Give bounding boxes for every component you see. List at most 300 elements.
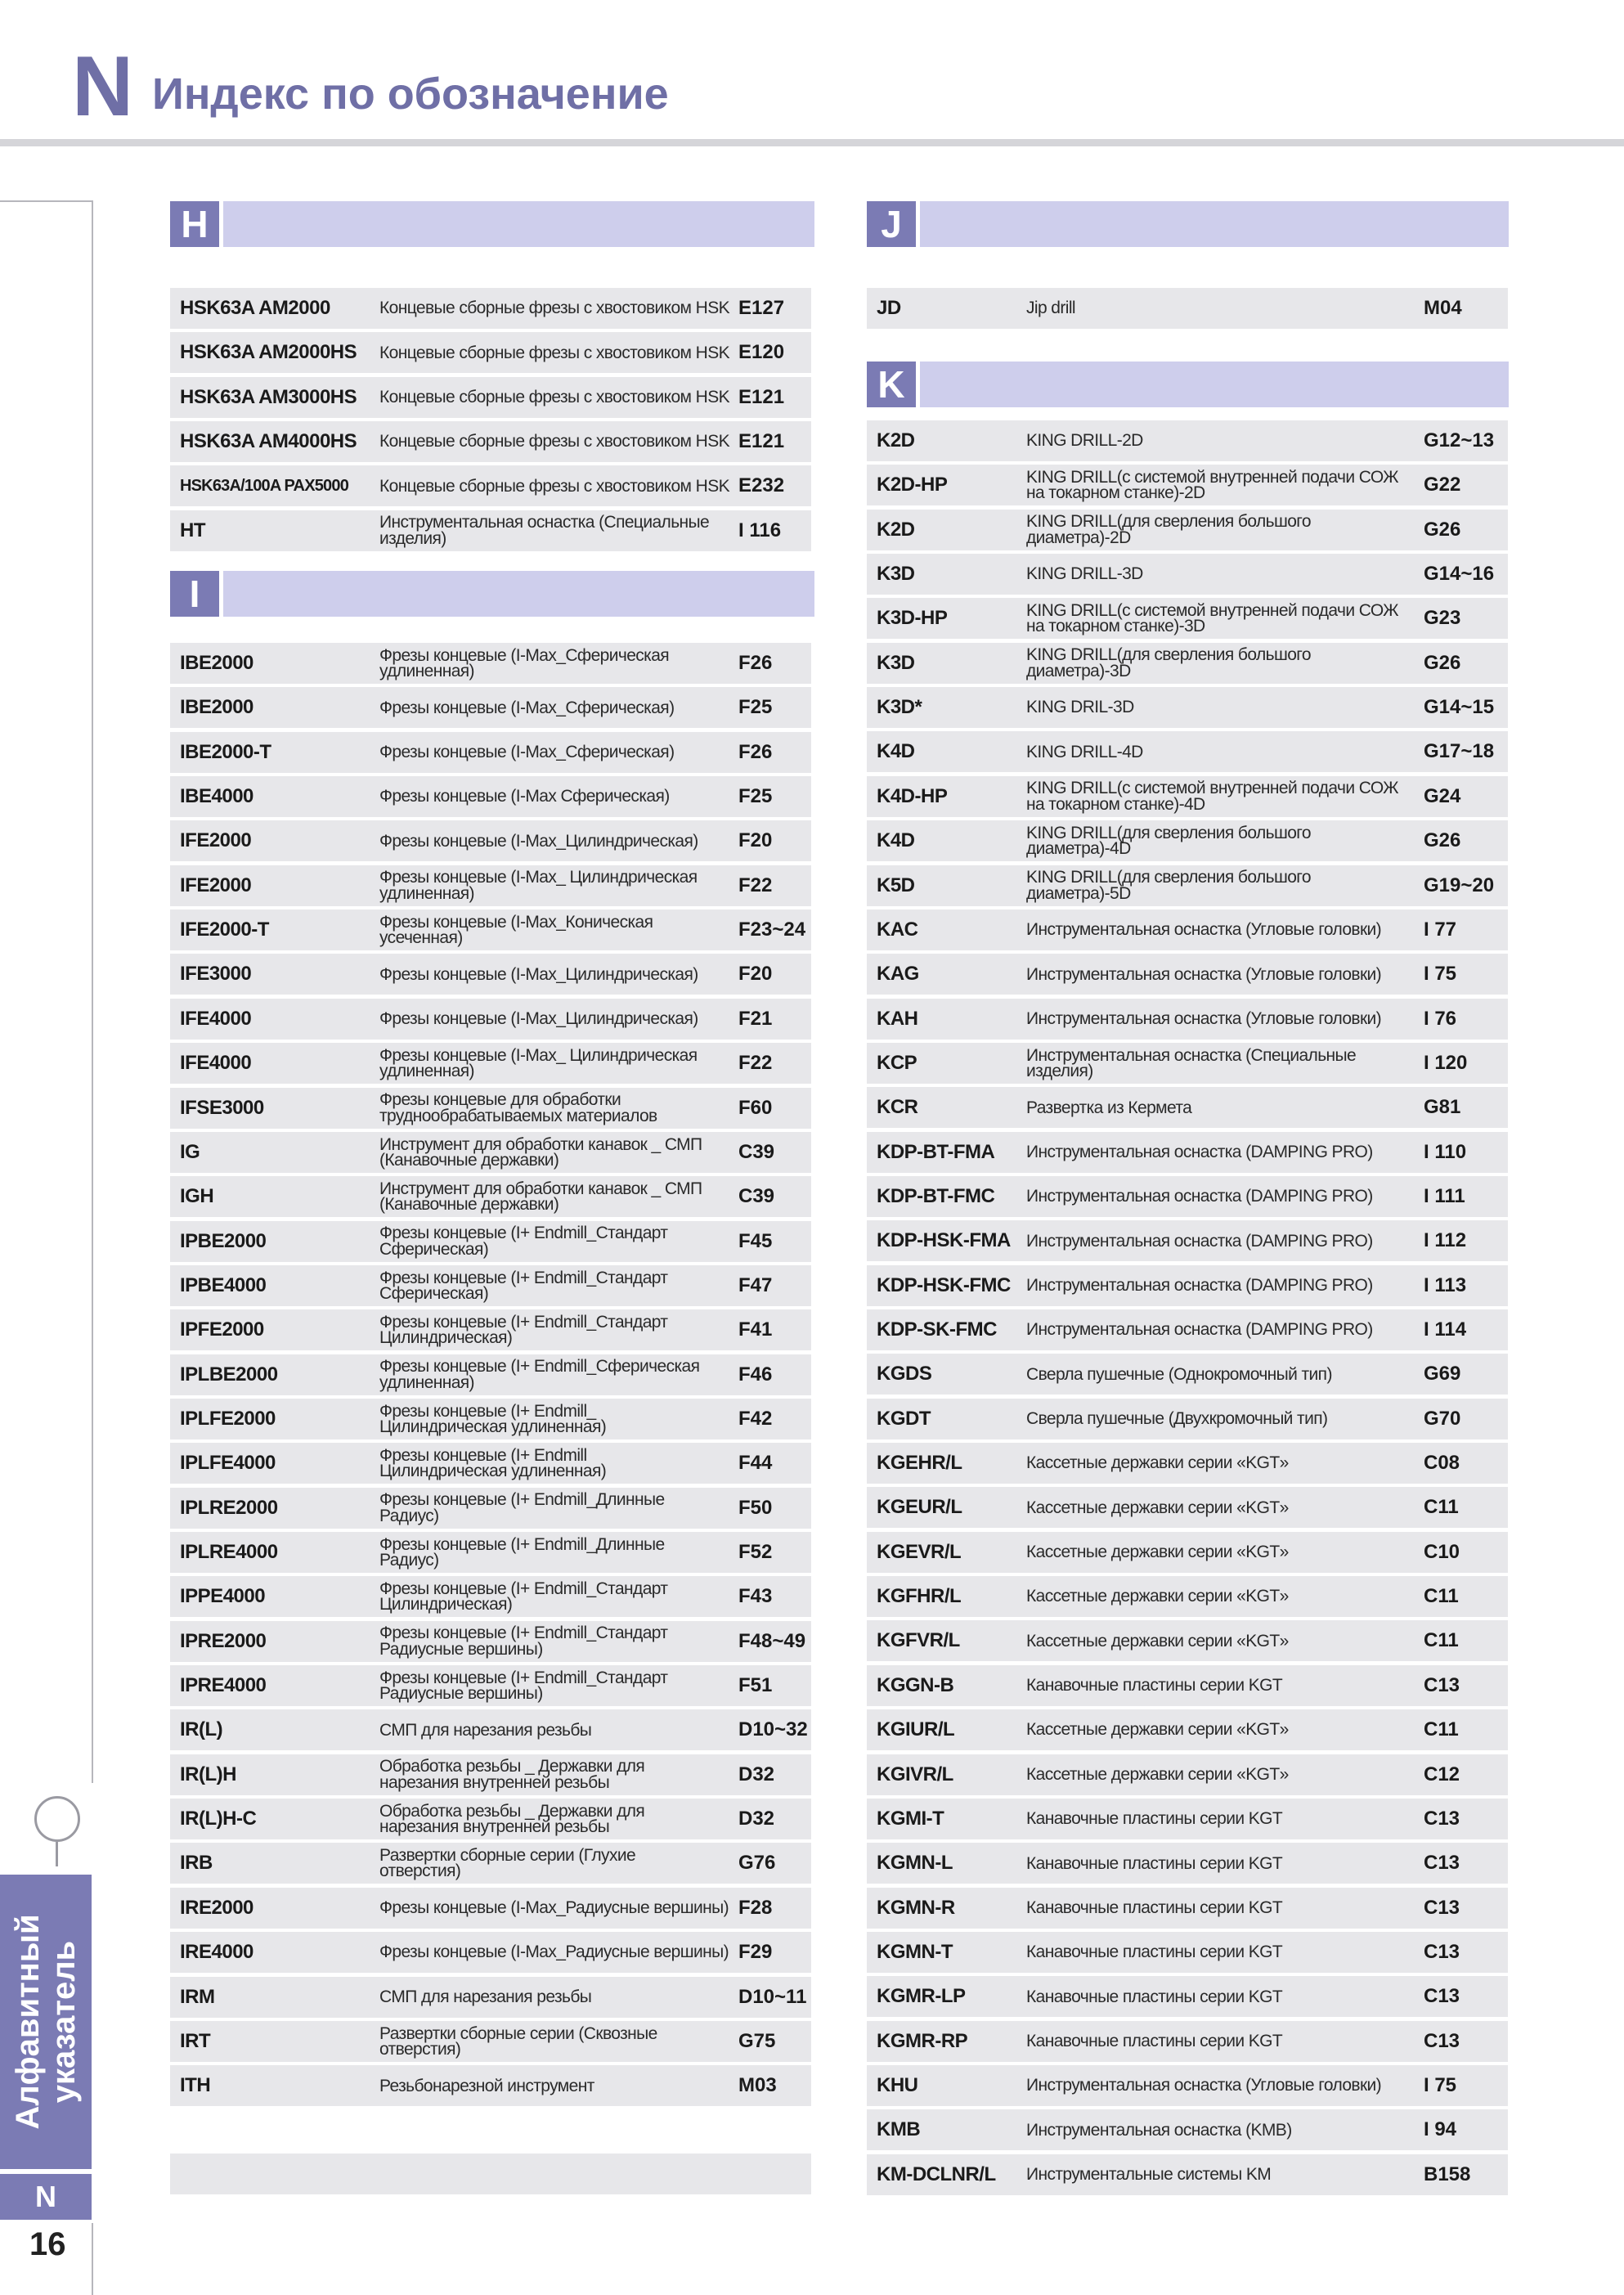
table-row xyxy=(867,820,1508,861)
item-page[interactable]: C10 xyxy=(1424,1540,1460,1563)
item-description: СМП для нарезания резьбы xyxy=(379,1720,592,1740)
item-page[interactable]: I 110 xyxy=(1424,1140,1467,1163)
item-code: K3D* xyxy=(877,696,922,719)
header-rule xyxy=(0,139,1624,146)
table-row xyxy=(867,1087,1508,1128)
section-header-h xyxy=(170,201,814,247)
item-description: Кассетные державки серии «KGT» xyxy=(1026,1543,1289,1562)
item-page[interactable]: C13 xyxy=(1424,1807,1460,1830)
item-page[interactable]: G70 xyxy=(1424,1407,1461,1430)
item-page[interactable]: C13 xyxy=(1424,1940,1460,1963)
table-row xyxy=(867,643,1508,684)
item-page[interactable]: C12 xyxy=(1424,1763,1460,1785)
item-page[interactable]: F23~24 xyxy=(738,918,806,941)
item-code: KDP-BT-FMA xyxy=(877,1140,995,1163)
table-row xyxy=(170,1665,811,1706)
item-description: Фрезы концевые (I-Max_Радиусные вершины) xyxy=(379,1898,729,1918)
item-page[interactable]: C13 xyxy=(1424,2029,1460,2052)
table-row xyxy=(867,1932,1508,1973)
item-page[interactable]: F42 xyxy=(738,1407,773,1430)
item-page[interactable]: C39 xyxy=(738,1185,775,1208)
table-row xyxy=(170,1354,811,1395)
item-description: Концевые сборные фрезы с хвостовиком HSK xyxy=(379,343,730,362)
item-code: KHU xyxy=(877,2073,918,2096)
table-row xyxy=(867,687,1508,728)
item-description: Инструментальные системы KM xyxy=(1026,2164,1272,2184)
item-code: IRE4000 xyxy=(180,1941,253,1964)
item-page[interactable]: F44 xyxy=(738,1452,773,1475)
item-code: KDP-HSK-FMA xyxy=(877,1229,1011,1252)
item-description: Кассетные державки серии «KGT» xyxy=(1026,1587,1289,1606)
table-row xyxy=(867,1265,1508,1306)
item-code: KMB xyxy=(877,2118,921,2141)
table-row xyxy=(867,1176,1508,1217)
item-description: Развертки сборные серии (Сквозные отверстия) xyxy=(379,2023,657,2059)
item-code: IPLFE4000 xyxy=(180,1452,276,1475)
table-row xyxy=(867,2154,1508,2195)
item-description: Обработка резьбы _ Державки для нарезания внутренней резьбы xyxy=(379,1757,645,1792)
item-code: KGEUR/L xyxy=(877,1496,962,1519)
table-row xyxy=(170,1709,811,1750)
item-code: HSK63A AM3000HS xyxy=(180,385,357,408)
table-row xyxy=(170,1176,811,1217)
item-code: IFE2000-T xyxy=(180,918,269,941)
item-page[interactable]: G76 xyxy=(738,1852,776,1875)
item-code: IRM xyxy=(180,1985,215,2008)
item-description: KING DRILL-4D xyxy=(1026,742,1143,761)
sidebar-tab-index[interactable] xyxy=(0,1875,92,2169)
item-code: KGDS xyxy=(877,1363,932,1386)
item-page[interactable]: C13 xyxy=(1424,1896,1460,1919)
item-page[interactable]: M04 xyxy=(1424,297,1462,319)
item-code: IFE3000 xyxy=(180,963,252,986)
item-description: Кассетные державки серии «KGT» xyxy=(1026,1498,1289,1517)
item-page[interactable]: F22 xyxy=(738,874,773,896)
table-row xyxy=(170,1309,811,1350)
table-row xyxy=(170,1221,811,1262)
item-description: KING DRIL-3D xyxy=(1026,698,1134,717)
item-description: KING DRILL(для сверления большого диаметра)-5D xyxy=(1026,868,1311,903)
item-description: Инструментальная оснастка (DAMPING PRO) xyxy=(1026,1320,1373,1340)
section-header-k xyxy=(867,362,1509,407)
table-row xyxy=(867,1665,1508,1706)
table-row xyxy=(867,598,1508,639)
table-row xyxy=(867,999,1508,1040)
item-description: Кассетные державки серии «KGT» xyxy=(1026,1453,1289,1473)
item-description: Инструментальная оснастка (DAMPING PRO) xyxy=(1026,1275,1373,1295)
section-header-i xyxy=(170,571,814,617)
item-code: K3D xyxy=(877,563,915,586)
table-row xyxy=(170,1932,811,1973)
item-code: IFE4000 xyxy=(180,1007,252,1030)
table-row xyxy=(170,377,811,418)
table-row xyxy=(867,865,1508,906)
item-description: Фрезы концевые (I+ Endmill_Стандарт Радиусные вершины) xyxy=(379,1668,668,1704)
item-page[interactable]: E121 xyxy=(738,430,785,453)
item-description: Кассетные державки серии «KGT» xyxy=(1026,1720,1289,1740)
item-page[interactable]: E121 xyxy=(738,385,785,408)
item-code: IFE4000 xyxy=(180,1052,252,1075)
item-description: Фрезы концевые (I-Max_Сферическая) xyxy=(379,743,675,762)
item-description: Инструментальная оснастка (Специальные изделия) xyxy=(1026,1045,1357,1080)
item-code: K2D xyxy=(877,518,915,541)
item-page[interactable]: F21 xyxy=(738,1007,773,1030)
item-description: Инструментальная оснастка (DAMPING PRO) xyxy=(1026,1187,1373,1206)
table-row xyxy=(170,1843,811,1884)
item-code: HSK63A AM2000HS xyxy=(180,341,357,364)
item-code: IBE2000-T xyxy=(180,740,271,763)
item-code: KGDT xyxy=(877,1407,931,1430)
item-code: KDP-HSK-FMC xyxy=(877,1273,1011,1296)
table-row xyxy=(867,1220,1508,1261)
item-page[interactable]: I 120 xyxy=(1424,1051,1468,1074)
item-description: KING DRILL-3D xyxy=(1026,564,1143,584)
item-page[interactable]: F26 xyxy=(738,740,773,763)
table-row xyxy=(170,1132,811,1173)
item-page[interactable]: F46 xyxy=(738,1363,773,1386)
table-row xyxy=(170,820,811,861)
item-description: Кассетные державки серии «KGT» xyxy=(1026,1764,1289,1784)
item-description: Концевые сборные фрезы с хвостовиком HSK xyxy=(379,388,730,407)
item-code: IG xyxy=(180,1140,200,1163)
item-description: Инструментальная оснастка (Угловые головки) xyxy=(1026,920,1382,940)
table-row xyxy=(867,465,1508,505)
item-code: IPFE2000 xyxy=(180,1318,264,1341)
item-page[interactable]: I 77 xyxy=(1424,918,1457,941)
item-description: Инструмент для обработки канавок _ СМП (Канавочные державки) xyxy=(379,1179,702,1215)
table-row xyxy=(867,1399,1508,1439)
item-description: Фрезы концевые (I-Max_Коническая усеченная) xyxy=(379,912,653,948)
sidebar-tab-label: Алфавитный указатель xyxy=(10,1914,82,2130)
table-row xyxy=(867,1354,1508,1395)
item-description: Фрезы концевые (I+ Endmill_Сферическая удлиненная) xyxy=(379,1357,700,1392)
table-row xyxy=(170,954,811,995)
item-code: IR(L)H-C xyxy=(180,1808,257,1830)
item-code: KGIVR/L xyxy=(877,1763,953,1785)
header-letter: N xyxy=(72,39,134,134)
item-code: KAC xyxy=(877,918,918,941)
item-code: K4D xyxy=(877,740,915,763)
item-code: IPLFE2000 xyxy=(180,1407,276,1430)
item-description: KING DRILL(с системой внутренней подачи СОЖ на токарном станке)-3D xyxy=(1026,601,1398,636)
table-row xyxy=(867,1754,1508,1795)
item-description: Развертка из Кермета xyxy=(1026,1098,1192,1117)
table-row xyxy=(170,1488,811,1529)
item-page[interactable]: B158 xyxy=(1424,2163,1471,2185)
item-page[interactable]: D32 xyxy=(738,1808,775,1830)
item-page[interactable]: I 116 xyxy=(738,519,782,541)
table-row xyxy=(867,1576,1508,1617)
item-code: KGMI-T xyxy=(877,1807,944,1830)
item-page[interactable]: C11 xyxy=(1424,1718,1459,1741)
item-page[interactable]: F20 xyxy=(738,829,773,852)
item-page[interactable]: I 112 xyxy=(1424,1229,1467,1252)
item-page[interactable]: I 111 xyxy=(1424,1184,1465,1207)
item-description: Резьбонарезной инструмент xyxy=(379,2076,594,2095)
table-row xyxy=(170,909,811,950)
item-code: KGEVR/L xyxy=(877,1540,962,1563)
item-page[interactable]: F28 xyxy=(738,1896,773,1919)
table-row xyxy=(867,420,1508,461)
item-description: Канавочные пластины серии KGT xyxy=(1026,1676,1283,1695)
item-description: Канавочные пластины серии KGT xyxy=(1026,1898,1283,1917)
item-page[interactable]: C11 xyxy=(1424,1629,1459,1652)
table-row xyxy=(867,2109,1508,2150)
item-description: Фрезы концевые (I-Max_ Цилиндрическая удлиненная) xyxy=(379,1045,698,1081)
item-description: Канавочные пластины серии KGT xyxy=(1026,2031,1283,2050)
item-description: KING DRILL(с системой внутренней подачи СОЖ на токарном станке)-2D xyxy=(1026,468,1398,503)
item-code: KGMR-LP xyxy=(877,1985,966,2008)
item-page[interactable]: G19~20 xyxy=(1424,874,1495,896)
item-code: IPLRE2000 xyxy=(180,1496,278,1519)
table-row xyxy=(170,999,811,1040)
table-row xyxy=(170,643,811,684)
item-description: Фрезы концевые (I+ Endmill_Стандарт Цилиндрическая) xyxy=(379,1579,668,1615)
item-code: K4D-HP xyxy=(877,784,948,807)
table-row xyxy=(867,1443,1508,1484)
table-row xyxy=(867,1976,1508,2017)
item-page[interactable]: I 113 xyxy=(1424,1273,1467,1296)
item-description: СМП для нарезания резьбы xyxy=(379,1987,592,2006)
item-description: Фрезы концевые (I-Max_Сферическая удлиненная) xyxy=(379,645,670,680)
table-row xyxy=(867,1309,1508,1350)
item-page[interactable]: G12~13 xyxy=(1424,429,1495,451)
item-code: KGGN-B xyxy=(877,1673,954,1696)
item-page[interactable]: C11 xyxy=(1424,1585,1459,1608)
item-code: IBE2000 xyxy=(180,696,253,719)
item-page[interactable]: G14~16 xyxy=(1424,563,1495,586)
item-page[interactable]: G69 xyxy=(1424,1363,1461,1386)
item-page[interactable]: F60 xyxy=(738,1096,773,1119)
table-row xyxy=(867,731,1508,772)
item-code: IR(L)H xyxy=(180,1763,236,1785)
item-page[interactable]: F25 xyxy=(738,785,773,808)
item-code: K2D-HP xyxy=(877,474,948,496)
item-description: Фрезы концевые (I+ Endmill_ Цилиндрическая удлиненная) xyxy=(379,1401,607,1436)
table-row xyxy=(867,1532,1508,1573)
item-code: IPBE4000 xyxy=(180,1273,267,1296)
magnifier-handle xyxy=(56,1842,58,1866)
table-row xyxy=(170,1977,811,2018)
item-page[interactable]: D32 xyxy=(738,1763,775,1785)
item-code: KGMN-L xyxy=(877,1852,953,1875)
magnifier-icon xyxy=(34,1796,80,1842)
table-row xyxy=(867,1799,1508,1839)
table-row xyxy=(867,1043,1508,1084)
item-code: IFE2000 xyxy=(180,829,252,852)
table-row xyxy=(867,1709,1508,1750)
item-code: HT xyxy=(180,519,205,541)
item-code: IPBE2000 xyxy=(180,1229,267,1252)
item-page[interactable]: F47 xyxy=(738,1273,773,1296)
table-row xyxy=(170,288,811,329)
item-description: Фрезы концевые (I-Max_Радиусные вершины) xyxy=(379,1942,729,1962)
item-page[interactable]: G22 xyxy=(1424,474,1461,496)
item-code: KGEHR/L xyxy=(877,1452,962,1475)
item-page[interactable]: F26 xyxy=(738,652,773,674)
table-row xyxy=(170,465,811,506)
item-page[interactable]: G26 xyxy=(1424,829,1461,852)
item-code: IBE4000 xyxy=(180,785,253,808)
item-page[interactable]: F25 xyxy=(738,696,773,719)
sidebar-bracket xyxy=(0,200,92,202)
item-code: IRT xyxy=(180,2029,211,2052)
item-code: K3D-HP xyxy=(877,607,948,630)
item-description: Фрезы концевые (I+ Endmill_Длинные Радиус) xyxy=(379,1490,665,1525)
item-code: KGMN-T xyxy=(877,1940,953,1963)
item-code: IPPE4000 xyxy=(180,1585,266,1608)
item-description: Фрезы концевые (I-Max_Цилиндрическая) xyxy=(379,831,698,851)
item-description: Инструмент для обработки канавок _ СМП (Канавочные державки) xyxy=(379,1134,702,1170)
table-row xyxy=(170,1265,811,1306)
item-description: Канавочные пластины серии KGT xyxy=(1026,1942,1283,1962)
item-description: Фрезы концевые (I-Max_Цилиндрическая) xyxy=(379,1009,698,1029)
item-page[interactable]: M03 xyxy=(738,2074,777,2097)
table-row xyxy=(867,1132,1508,1173)
item-page[interactable]: C39 xyxy=(738,1140,775,1163)
item-page[interactable]: F51 xyxy=(738,1674,773,1697)
item-code: IRE2000 xyxy=(180,1896,253,1919)
item-description: Канавочные пластины серии KGT xyxy=(1026,1853,1283,1873)
item-code: IPLRE4000 xyxy=(180,1541,278,1563)
item-code: K3D xyxy=(877,651,915,674)
table-row xyxy=(170,1799,811,1839)
item-code: KGFHR/L xyxy=(877,1585,962,1608)
item-description: Jip drill xyxy=(1026,299,1075,318)
table-row xyxy=(867,510,1508,550)
table-row xyxy=(170,1399,811,1439)
table-row xyxy=(867,954,1508,995)
item-description: Инструментальная оснастка (DAMPING PRO) xyxy=(1026,1231,1373,1251)
item-description: Инструментальная оснастка (KMB) xyxy=(1026,2120,1292,2140)
item-code: KDP-SK-FMC xyxy=(877,1318,997,1341)
table-row xyxy=(170,1888,811,1929)
section-letter: H xyxy=(170,201,219,247)
item-page[interactable]: G75 xyxy=(738,2029,776,2052)
item-page[interactable]: D10~32 xyxy=(738,1718,808,1741)
item-page[interactable]: G17~18 xyxy=(1424,740,1495,763)
item-page[interactable]: F52 xyxy=(738,1541,773,1563)
table-row xyxy=(170,732,811,773)
item-description: Фрезы концевые (I-Max_ Цилиндрическая удлиненная) xyxy=(379,868,698,903)
item-code: HSK63A/100A PAX5000 xyxy=(180,477,349,496)
item-code: KGMR-RP xyxy=(877,2029,968,2052)
item-page[interactable]: I 75 xyxy=(1424,963,1457,986)
item-page[interactable]: C13 xyxy=(1424,1852,1460,1875)
table-row xyxy=(170,865,811,906)
section-letter: K xyxy=(867,362,916,407)
item-page[interactable]: I 76 xyxy=(1424,1007,1457,1030)
sidebar-tab-letter[interactable]: N xyxy=(0,2174,92,2220)
item-page[interactable]: C11 xyxy=(1424,1496,1459,1519)
table-row xyxy=(170,1576,811,1617)
item-page[interactable]: E127 xyxy=(738,297,785,319)
table-row xyxy=(170,2065,811,2106)
item-description: Фрезы концевые (I+ Endmill_Стандарт Сферическая) xyxy=(379,1268,668,1303)
item-page[interactable]: C08 xyxy=(1424,1452,1460,1475)
item-page[interactable]: F20 xyxy=(738,963,773,986)
item-description: Фрезы концевые (I+ Endmill_Стандарт Сферическая) xyxy=(379,1224,668,1259)
table-row xyxy=(867,2065,1508,2106)
table-row xyxy=(170,332,811,373)
sidebar-line xyxy=(92,200,93,1783)
item-description: KING DRILL-2D xyxy=(1026,431,1143,451)
item-description: Фрезы концевые (I-Max Сферическая) xyxy=(379,787,670,806)
section-letter: J xyxy=(867,201,916,247)
table-row xyxy=(867,909,1508,950)
table-row xyxy=(170,1621,811,1662)
table-row xyxy=(867,288,1508,329)
item-code: IR(L) xyxy=(180,1718,223,1741)
table-row-empty xyxy=(170,2154,811,2194)
item-page[interactable]: G24 xyxy=(1424,784,1461,807)
item-description: Развертки сборные серии (Глухие отверстия) xyxy=(379,1846,636,1881)
item-page[interactable]: G81 xyxy=(1424,1096,1461,1119)
item-description: Фрезы концевые (I-Max_Цилиндрическая) xyxy=(379,964,698,984)
sidebar-line-bottom xyxy=(92,2223,93,2295)
item-page[interactable]: I 114 xyxy=(1424,1318,1467,1341)
item-description: Фрезы концевые (I+ Endmill_Длинные Радиус) xyxy=(379,1534,665,1570)
table-row xyxy=(867,2021,1508,2062)
item-page[interactable]: G26 xyxy=(1424,651,1461,674)
item-code: KDP-BT-FMC xyxy=(877,1184,995,1207)
table-row xyxy=(867,776,1508,817)
item-description: Инструментальная оснастка (Угловые головки) xyxy=(1026,2076,1382,2095)
item-page[interactable]: G23 xyxy=(1424,607,1461,630)
item-page[interactable]: I 75 xyxy=(1424,2073,1457,2096)
item-description: KING DRILL(с системой внутренней подачи СОЖ на токарном станке)-4D xyxy=(1026,779,1398,814)
item-page[interactable]: E120 xyxy=(738,341,785,364)
item-code: K4D xyxy=(877,829,915,852)
item-page[interactable]: C13 xyxy=(1424,1985,1460,2008)
item-page[interactable]: D10~11 xyxy=(738,1985,807,2008)
item-page[interactable]: F50 xyxy=(738,1496,773,1519)
item-page[interactable]: G14~15 xyxy=(1424,696,1495,719)
item-page[interactable]: I 94 xyxy=(1424,2118,1457,2141)
item-page[interactable]: G26 xyxy=(1424,518,1461,541)
table-row xyxy=(170,1088,811,1129)
item-page[interactable]: F29 xyxy=(738,1941,773,1964)
item-page[interactable]: F43 xyxy=(738,1585,773,1608)
item-page[interactable]: F48~49 xyxy=(738,1629,806,1652)
item-description: Концевые сборные фрезы с хвостовиком HSK xyxy=(379,476,730,496)
item-page[interactable]: E232 xyxy=(738,474,785,497)
table-row xyxy=(170,776,811,817)
item-code: KGMN-R xyxy=(877,1896,955,1919)
table-row xyxy=(867,1620,1508,1661)
item-description: Сверла пушечные (Двухкромочный тип) xyxy=(1026,1409,1328,1429)
table-row xyxy=(867,1843,1508,1884)
item-code: IPRE4000 xyxy=(180,1674,267,1697)
table-row xyxy=(170,1443,811,1484)
item-code: KCP xyxy=(877,1051,917,1074)
item-code: KAH xyxy=(877,1007,918,1030)
item-description: Кассетные державки серии «KGT» xyxy=(1026,1631,1289,1651)
item-page[interactable]: F45 xyxy=(738,1229,773,1252)
table-row xyxy=(867,1487,1508,1528)
item-page[interactable]: F41 xyxy=(738,1318,773,1341)
table-row xyxy=(170,1754,811,1795)
item-description: Фрезы концевые (I+ Endmill_Стандарт Цилиндрическая) xyxy=(379,1312,668,1348)
item-code: HSK63A AM2000 xyxy=(180,297,330,319)
item-page[interactable]: C13 xyxy=(1424,1673,1460,1696)
item-code: IFE2000 xyxy=(180,874,252,896)
item-code: K5D xyxy=(877,874,915,896)
item-page[interactable]: F22 xyxy=(738,1052,773,1075)
item-description: KING DRILL(для сверления большого диаметра)-4D xyxy=(1026,823,1311,859)
item-code: ITH xyxy=(180,2074,211,2097)
item-description: Концевые сборные фрезы с хвостовиком HSK xyxy=(379,432,730,451)
